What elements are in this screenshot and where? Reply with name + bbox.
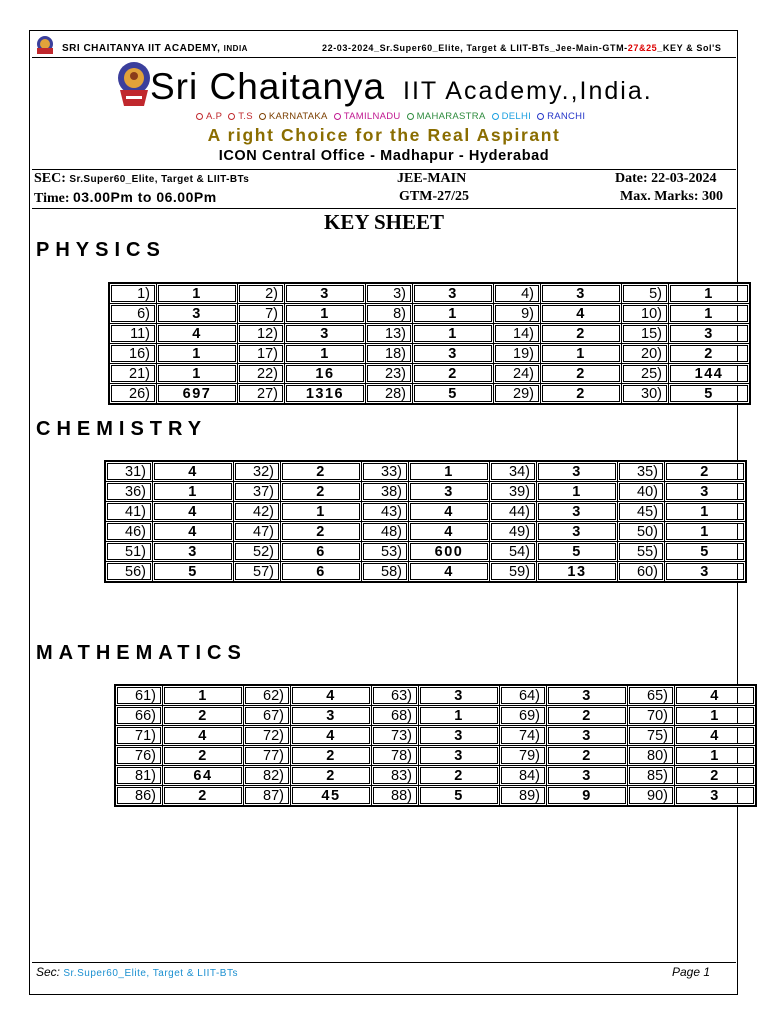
question-number: 47) (234, 522, 281, 542)
institute-label: SRI CHAITANYA IIT ACADEMY, (62, 43, 221, 54)
question-number: 53) (362, 542, 409, 562)
question-number: 23) (366, 364, 413, 384)
question-number: 32) (234, 461, 281, 482)
answer-key: 2 (163, 706, 244, 726)
question-number: 12) (238, 324, 285, 344)
question-number: 83) (372, 766, 419, 786)
flower-bullet-icon (334, 113, 341, 120)
flower-bullet-icon (196, 113, 203, 120)
answer-key: 1 (669, 283, 751, 304)
question-number: 68) (372, 706, 419, 726)
answer-key: 5 (537, 542, 618, 562)
question-number: 18) (366, 344, 413, 364)
footer-sec (36, 965, 238, 979)
answer-key: 1 (413, 324, 494, 344)
question-number: 86) (115, 786, 163, 807)
question-number: 60) (618, 562, 665, 583)
answer-key: 697 (157, 384, 238, 405)
state-item (328, 111, 401, 122)
brand-header (0, 60, 768, 115)
answer-key: 4 (675, 726, 757, 746)
answer-key: 2 (675, 766, 757, 786)
question-number: 72) (244, 726, 291, 746)
footer-sec-label: Sec: (36, 965, 61, 979)
answer-key: 3 (285, 283, 366, 304)
answer-key: 9 (547, 786, 628, 807)
answer-key: 600 (409, 542, 490, 562)
flower-bullet-icon (228, 113, 235, 120)
exam-gtm: GTM-27/25 (399, 189, 469, 204)
answer-key: 6 (281, 562, 362, 583)
question-number: 22) (238, 364, 285, 384)
question-number: 1) (109, 283, 157, 304)
answer-key: 1 (285, 304, 366, 324)
question-number: 75) (628, 726, 675, 746)
time-info (34, 189, 217, 207)
question-number: 15) (622, 324, 669, 344)
table-row (115, 706, 756, 726)
exam-date: Date: 22-03-2024 (615, 171, 717, 186)
answer-key: 3 (285, 324, 366, 344)
question-number: 4) (494, 283, 541, 304)
answer-key: 1 (281, 502, 362, 522)
question-number: 74) (500, 726, 547, 746)
question-number: 14) (494, 324, 541, 344)
question-number: 54) (490, 542, 537, 562)
question-number: 44) (490, 502, 537, 522)
answer-key: 4 (675, 685, 757, 706)
question-number: 48) (362, 522, 409, 542)
question-number: 26) (109, 384, 157, 405)
question-number: 87) (244, 786, 291, 807)
table-row (115, 685, 756, 706)
running-header (32, 33, 736, 58)
question-number: 13) (366, 324, 413, 344)
question-number: 27) (238, 384, 285, 405)
sec-value: Sr.Super60_Elite, Target & LIIT-BTs (69, 174, 250, 185)
answer-key: 1 (665, 522, 747, 542)
table-row (109, 384, 750, 405)
answer-key: 4 (291, 726, 372, 746)
state-label: KARNATAKA (268, 111, 328, 122)
question-number: 31) (105, 461, 153, 482)
academy-emblem-icon (114, 60, 154, 108)
answer-key: 1 (419, 706, 500, 726)
question-number: 49) (490, 522, 537, 542)
question-number: 55) (618, 542, 665, 562)
question-number: 51) (105, 542, 153, 562)
answer-key: 2 (419, 766, 500, 786)
question-number: 84) (500, 766, 547, 786)
answer-key: 3 (537, 522, 618, 542)
question-number: 69) (500, 706, 547, 726)
question-number: 63) (372, 685, 419, 706)
question-number: 41) (105, 502, 153, 522)
academy-logo-icon (34, 35, 56, 55)
question-number: 82) (244, 766, 291, 786)
answer-key: 1 (285, 344, 366, 364)
question-number: 59) (490, 562, 537, 583)
answer-key: 45 (291, 786, 372, 807)
section-title-mathematics: MATHEMATICS (36, 642, 247, 664)
question-number: 8) (366, 304, 413, 324)
sec-label: SEC: (34, 171, 66, 186)
question-number: 43) (362, 502, 409, 522)
state-item (253, 111, 328, 122)
question-number: 30) (622, 384, 669, 405)
question-number: 78) (372, 746, 419, 766)
question-number: 40) (618, 482, 665, 502)
question-number: 29) (494, 384, 541, 405)
state-label: TAMILNADU (343, 111, 401, 122)
answer-key: 1 (409, 461, 490, 482)
answer-key: 3 (541, 283, 622, 304)
answer-key: 3 (665, 562, 747, 583)
answer-key: 2 (163, 786, 244, 807)
state-label: DELHI (501, 111, 532, 122)
question-number: 42) (234, 502, 281, 522)
answer-key: 1316 (285, 384, 366, 405)
question-number: 34) (490, 461, 537, 482)
answer-key: 2 (547, 706, 628, 726)
answer-key: 1 (669, 304, 751, 324)
state-item (531, 111, 585, 122)
question-number: 58) (362, 562, 409, 583)
answer-key: 3 (537, 502, 618, 522)
question-number: 38) (362, 482, 409, 502)
institute-name (62, 43, 248, 54)
question-number: 62) (244, 685, 291, 706)
question-number: 9) (494, 304, 541, 324)
state-item (190, 111, 222, 122)
answer-key: 5 (153, 562, 234, 583)
question-number: 20) (622, 344, 669, 364)
exam-code-suffix: _KEY & Sol'S (657, 43, 722, 53)
brand-name: Sri Chaitanya (150, 66, 386, 107)
section-title-physics: PHYSICS (36, 239, 166, 261)
answer-key: 4 (409, 522, 490, 542)
question-number: 11) (109, 324, 157, 344)
answer-key: 1 (541, 344, 622, 364)
answer-key: 6 (281, 542, 362, 562)
table-row (105, 461, 746, 482)
exam-info-bar (32, 169, 736, 209)
question-number: 88) (372, 786, 419, 807)
answer-key: 64 (163, 766, 244, 786)
question-number: 66) (115, 706, 163, 726)
tagline: A right Choice for the Real Aspirant (207, 125, 561, 145)
answer-key: 1 (157, 364, 238, 384)
question-number: 24) (494, 364, 541, 384)
question-number: 89) (500, 786, 547, 807)
question-number: 6) (109, 304, 157, 324)
key-table-mathematics (114, 684, 757, 807)
table-row (105, 562, 746, 583)
brand-tail: IIT Academy.,India. (403, 77, 653, 105)
answer-key: 4 (157, 324, 238, 344)
answer-key: 2 (413, 364, 494, 384)
question-number: 46) (105, 522, 153, 542)
table-row (115, 726, 756, 746)
time-label: Time: (34, 191, 70, 206)
question-number: 67) (244, 706, 291, 726)
answer-key: 5 (669, 384, 751, 405)
answer-key: 4 (153, 502, 234, 522)
table-row (109, 304, 750, 324)
question-number: 7) (238, 304, 285, 324)
office-address: ICON Central Office - Madhapur - Hyderabad (218, 148, 550, 164)
flower-bullet-icon (537, 113, 544, 120)
state-label: A.P (206, 111, 223, 122)
question-number: 5) (622, 283, 669, 304)
answer-key: 2 (669, 344, 751, 364)
question-number: 37) (234, 482, 281, 502)
answer-key: 3 (157, 304, 238, 324)
country-label: INDIA (223, 44, 248, 53)
state-item (401, 111, 486, 122)
answer-key: 144 (669, 364, 751, 384)
answer-key: 2 (291, 746, 372, 766)
answer-key: 3 (419, 746, 500, 766)
answer-key: 3 (153, 542, 234, 562)
answer-key: 3 (419, 685, 500, 706)
question-number: 57) (234, 562, 281, 583)
answer-key: 2 (281, 461, 362, 482)
flower-bullet-icon (407, 113, 414, 120)
section-title-chemistry: CHEMISTRY (36, 418, 208, 440)
question-number: 17) (238, 344, 285, 364)
answer-key: 3 (665, 482, 747, 502)
exam-code (322, 43, 722, 53)
answer-key: 13 (537, 562, 618, 583)
question-number: 61) (115, 685, 163, 706)
footer-divider (32, 962, 736, 963)
max-marks: Max. Marks: 300 (620, 189, 724, 204)
answer-key: 2 (547, 746, 628, 766)
answer-key: 3 (413, 283, 494, 304)
table-row (109, 344, 750, 364)
question-number: 90) (628, 786, 675, 807)
question-number: 52) (234, 542, 281, 562)
question-number: 28) (366, 384, 413, 405)
question-number: 81) (115, 766, 163, 786)
question-number: 56) (105, 562, 153, 583)
table-row (109, 324, 750, 344)
question-number: 71) (115, 726, 163, 746)
answer-key: 2 (665, 461, 747, 482)
answer-key: 1 (675, 706, 757, 726)
question-number: 21) (109, 364, 157, 384)
state-label: T.S (238, 111, 253, 122)
answer-key: 4 (541, 304, 622, 324)
time-value: 03.00Pm to 06.00Pm (73, 189, 217, 205)
answer-key: 3 (537, 461, 618, 482)
question-number: 2) (238, 283, 285, 304)
question-number: 45) (618, 502, 665, 522)
table-row (105, 502, 746, 522)
question-number: 79) (500, 746, 547, 766)
question-number: 3) (366, 283, 413, 304)
answer-key: 1 (665, 502, 747, 522)
answer-key: 4 (409, 562, 490, 583)
state-item (222, 111, 253, 122)
table-row (105, 482, 746, 502)
flower-bullet-icon (492, 113, 499, 120)
table-row (115, 786, 756, 807)
question-number: 39) (490, 482, 537, 502)
answer-key: 3 (547, 726, 628, 746)
state-label: RANCHI (547, 111, 586, 122)
page-title: KEY SHEET (323, 210, 444, 234)
exam-type: JEE-MAIN (397, 171, 467, 186)
question-number: 80) (628, 746, 675, 766)
question-number: 50) (618, 522, 665, 542)
answer-key: 3 (675, 786, 757, 807)
answer-key: 1 (157, 344, 238, 364)
answer-key: 4 (163, 726, 244, 746)
sec-info (34, 171, 249, 187)
answer-key: 1 (157, 283, 238, 304)
state-label: MAHARASTRA (416, 111, 486, 122)
answer-key: 3 (291, 706, 372, 726)
footer-sec-value: Sr.Super60_Elite, Target & LIIT-BTs (63, 968, 238, 979)
answer-key: 3 (547, 766, 628, 786)
answer-key: 2 (291, 766, 372, 786)
answer-key: 5 (419, 786, 500, 807)
answer-key: 2 (281, 522, 362, 542)
table-row (105, 522, 746, 542)
answer-key: 2 (163, 746, 244, 766)
question-number: 76) (115, 746, 163, 766)
key-table-physics (108, 282, 751, 405)
table-row (109, 364, 750, 384)
question-number: 36) (105, 482, 153, 502)
answer-key: 2 (541, 324, 622, 344)
answer-key: 2 (541, 384, 622, 405)
table-row (115, 746, 756, 766)
question-number: 35) (618, 461, 665, 482)
page-number: Page 1 (672, 965, 711, 979)
flower-bullet-icon (259, 113, 266, 120)
answer-key: 2 (281, 482, 362, 502)
answer-key: 3 (419, 726, 500, 746)
answer-key: 1 (413, 304, 494, 324)
question-number: 19) (494, 344, 541, 364)
question-number: 10) (622, 304, 669, 324)
answer-key: 2 (541, 364, 622, 384)
answer-key: 4 (153, 522, 234, 542)
question-number: 16) (109, 344, 157, 364)
answer-key: 3 (409, 482, 490, 502)
question-number: 77) (244, 746, 291, 766)
question-number: 85) (628, 766, 675, 786)
table-row (115, 766, 756, 786)
question-number: 70) (628, 706, 675, 726)
branch-states (190, 111, 585, 122)
question-number: 73) (372, 726, 419, 746)
answer-key: 16 (285, 364, 366, 384)
answer-key: 1 (163, 685, 244, 706)
answer-key: 5 (665, 542, 747, 562)
answer-key: 3 (669, 324, 751, 344)
key-table-chemistry (104, 460, 747, 583)
answer-key: 4 (291, 685, 372, 706)
state-item (486, 111, 531, 122)
table-row (105, 542, 746, 562)
answer-key: 5 (413, 384, 494, 405)
answer-key: 4 (153, 461, 234, 482)
answer-key: 4 (409, 502, 490, 522)
exam-code-highlight: 27&25 (627, 43, 658, 53)
table-row (109, 283, 750, 304)
answer-key: 1 (153, 482, 234, 502)
question-number: 25) (622, 364, 669, 384)
answer-key: 3 (547, 685, 628, 706)
question-number: 33) (362, 461, 409, 482)
answer-key: 3 (413, 344, 494, 364)
question-number: 64) (500, 685, 547, 706)
answer-key: 1 (675, 746, 757, 766)
question-number: 65) (628, 685, 675, 706)
answer-key: 1 (537, 482, 618, 502)
exam-code-prefix: 22-03-2024_Sr.Super60_Elite, Target & LIIT-BTs_Jee-Main-GTM- (322, 43, 628, 53)
